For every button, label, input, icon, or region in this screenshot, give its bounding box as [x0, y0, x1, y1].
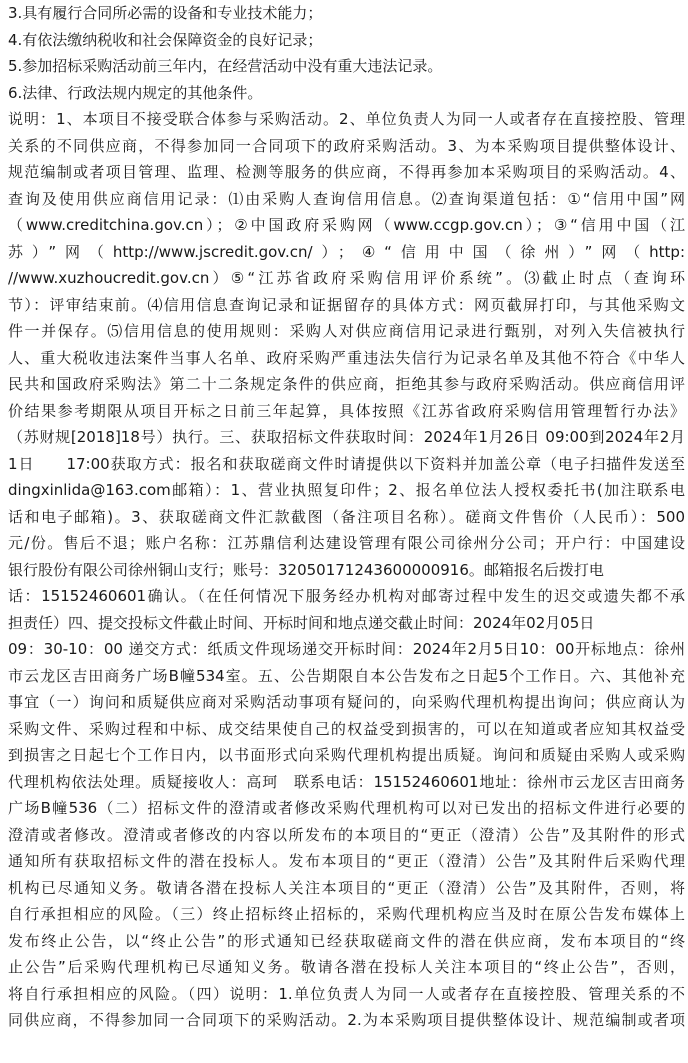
- text-line: 5.参加招标采购活动前三年内，在经营活动中没有重大违法记录。: [8, 57, 443, 75]
- text-line: 担责任）四、提交投标文件截止时间、开标时间和地点递交截止时间：2024年02月05日: [8, 613, 595, 632]
- text-line: 查询及使用供应商信用记录：⑴由采购人查询信用信息。⑵查询渠道包括：①“信用中国”网: [8, 189, 685, 208]
- text-line: 3.具有履行合同所必需的设备和专业技术能力；: [8, 4, 323, 22]
- text-line: 银行股份有限公司徐州铜山支行；账号：32050171243600000916。邮箱报名后拨打电: [8, 560, 604, 579]
- text-line: 话和电子邮箱)。3、获取磋商文件汇款截图（备注项目名称）。磋商文件售价（人民币）：500: [8, 507, 685, 526]
- text-line: 止公告”后采购代理机构已尽通知义务。敬请各潜在投标人关注本项目的“终止公告”，否则，: [8, 958, 685, 976]
- text-line: （苏财规[2018]18号）执行。三、获取招标文件获取时间：2024年1月26日 09:00到2024年2月: [8, 428, 685, 446]
- text-line: 关系的不同供应商，不得参加同一合同项下的政府采购活动。3、为本采购项目提供整体设计、: [8, 136, 685, 155]
- text-line: 人、重大税收违法案件当事人名单、政府采购严重违法失信行为记录名单及其他不符合《中华人: [8, 348, 685, 367]
- text-line: 同供应商，不得参加同一合同项下的采购活动。2.为本采购项目提供整体设计、规范编制或者项: [8, 1011, 685, 1029]
- text-line: 价结果参考期限从项目开标之日前三年起算，具体按照《江苏省政府采购信用管理暂行办法》: [8, 401, 685, 420]
- text-line: 元/份。售后不退；账户名称：江苏鼎信利达建设管理有限公司徐州分公司；开户行：中国建设: [8, 534, 685, 552]
- text-line: 机构已尽通知义务。敬请各潜在投标人关注本项目的“更正（澄清）公告”及其附件，否则，将: [8, 878, 685, 897]
- text-line: 广场B幢536（二）招标文件的澄清或者修改采购代理机构可以对已发出的招标文件进行必要的: [8, 799, 685, 817]
- text-line: 4.有依法缴纳税收和社会保障资金的良好记录；: [8, 30, 323, 49]
- text-line: 采购文件、采购过程和中标、成交结果使自己的权益受到损害的，可以在知道或者应知其权益受: [8, 719, 685, 738]
- text-line: 市云龙区吉田商务广场B幢534室。五、公告期限自本公告发布之日起5个工作日。六、其他补充: [8, 666, 685, 685]
- text-line: 09：30-10：00 递交方式：纸质文件现场递交开标时间：2024年2月5日10：00开标地点：徐州: [8, 640, 685, 658]
- text-line: 自行承担相应的风险。（三）终止招标终止招标的，采购代理机构应当及时在原公告发布媒体上: [8, 905, 685, 923]
- text-line: 话：15152460601确认。（在任何情况下服务经办机构对邮寄过程中发生的迟交或遗失都不承: [8, 587, 685, 605]
- text-line: 通知所有获取招标文件的潜在投标人。发布本项目的“更正（澄清）公告”及其附件后采购代理: [8, 852, 685, 870]
- text-line: 到损害之日起七个工作日内，以书面形式向采购代理机构提出质疑。询问和质疑由采购人或采购: [8, 746, 685, 764]
- text-line: 1日 17:00获取方式：报名和获取磋商文件时请提供以下资料并加盖公章（电子扫描件发送至: [8, 454, 685, 473]
- text-line: （www.creditchina.gov.cn）；②中国政府采购网（www.ccgp.gov.cn）；③“信用中国（江: [8, 216, 685, 234]
- text-line: //www.xuzhoucredit.gov.cn）⑤“江苏省政府采购信用评价系统”。⑶截止时点（查询环: [8, 269, 685, 287]
- text-line: 节）：评审结束前。⑷信用信息查询记录和证据留存的具体方式：网页截屏打印，与其他采购文: [8, 295, 685, 314]
- text-line: 件一并保存。⑸信用信息的使用规则：采购人对供应商信用记录进行甄别，对列入失信被执行: [8, 322, 685, 340]
- text-line: 发布终止公告，以“终止公告”的形式通知已经获取磋商文件的潜在供应商，发布本项目的“终: [8, 931, 685, 950]
- text-line: 代理机构依法处理。质疑接收人：高珂 联系电话：15152460601地址：徐州市云龙区吉田商务: [8, 772, 685, 791]
- text-line: 将自行承担相应的风险。（四）说明：1.单位负责人为同一人或者存在直接控股、管理关系的不: [8, 984, 685, 1003]
- text-line: 民共和国政府采购法》第二十二条规定条件的供应商，拒绝其参与政府采购活动。供应商信用评: [8, 375, 685, 393]
- text-line: 说明：1、本项目不接受联合体参与采购活动。2、单位负责人为同一人或者存在直接控股、管理: [8, 110, 685, 128]
- text-line: dingxinlida@163.com邮箱）：1、营业执照复印件；2、报名单位法人授权委托书(加注联系电: [8, 481, 685, 499]
- text-line: 苏）”网（http://www.jscredit.gov.cn/）；④“信用中国（徐州）”网（http:: [8, 242, 685, 261]
- text-line: 6.法律、行政法规内规定的其他条件。: [8, 83, 263, 102]
- text-line: 规范编制或者项目管理、监理、检测等服务的供应商，不得再参加本采购项目的采购活动。4、: [8, 163, 685, 181]
- text-line: 事宜（一）询问和质疑供应商对采购活动事项有疑问的，向采购代理机构提出询问；供应商认为: [8, 693, 685, 711]
- text-line: 澄清或者修改。澄清或者修改的内容以所发布的本项目的“更正（澄清）公告”及其附件的形式: [8, 825, 685, 844]
